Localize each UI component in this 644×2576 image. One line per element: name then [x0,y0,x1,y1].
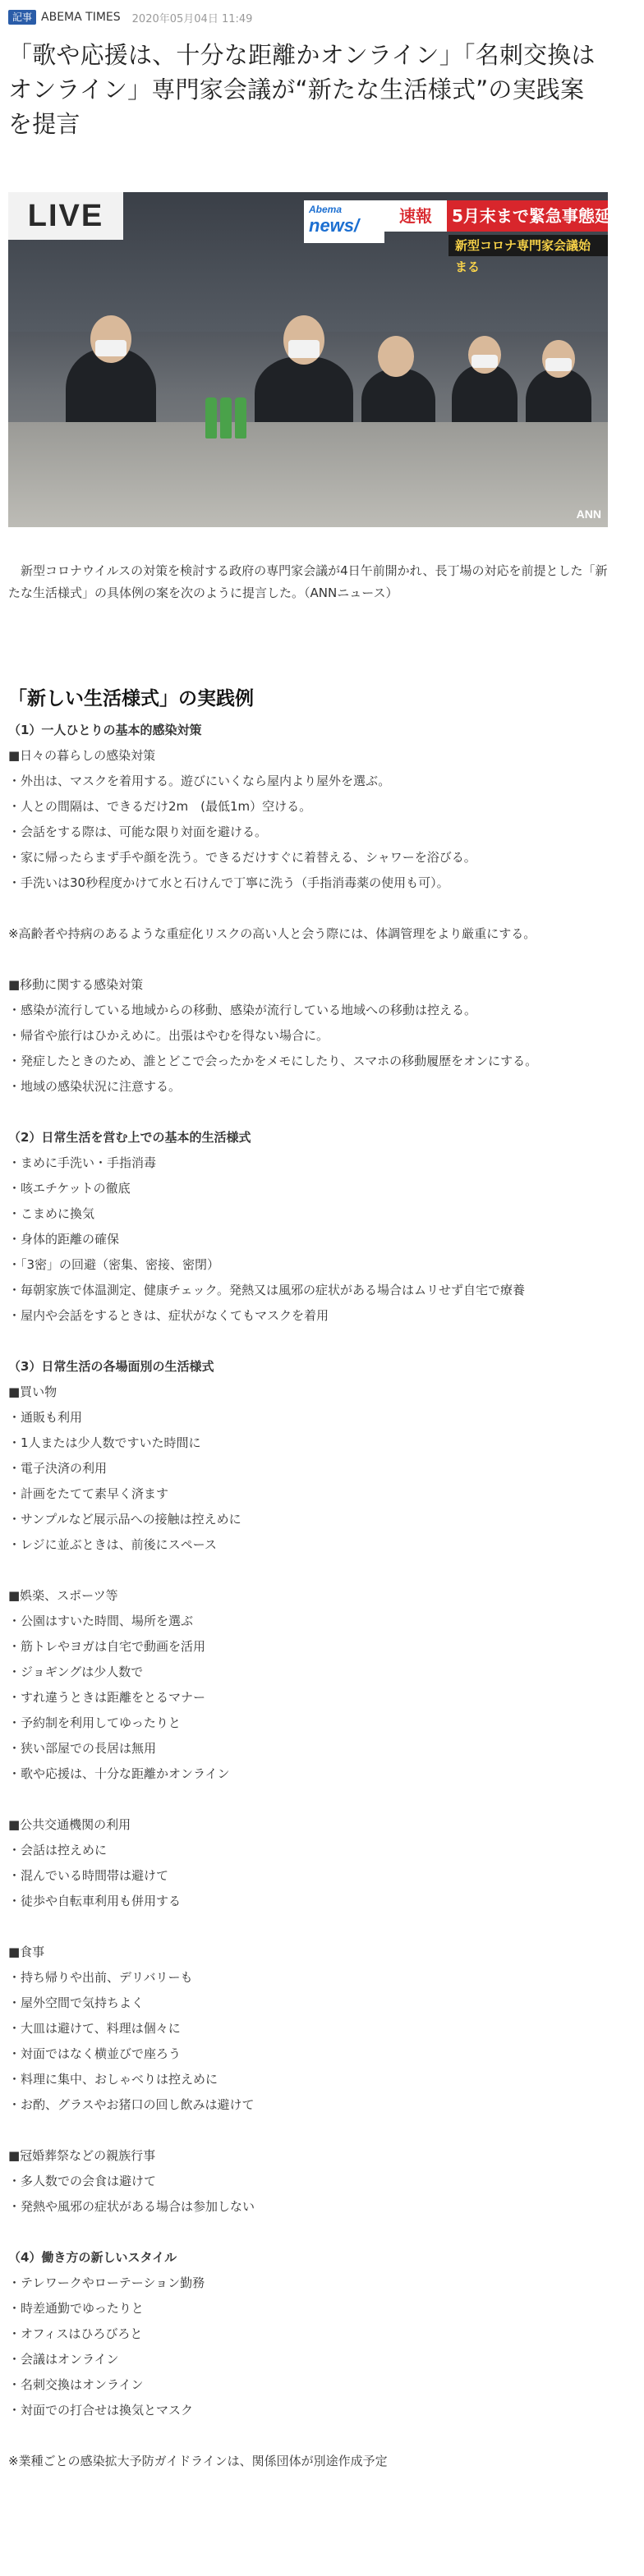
conference-table [8,422,608,527]
body-line: ・身体的距離の確保 [8,1232,120,1247]
body-line: ■移動に関する感染対策 [8,977,144,992]
body-line: ・まめに手洗い・手指消毒 [8,1155,157,1170]
body-line: ・狭い部屋での長居は無用 [8,1741,157,1756]
person-head [378,336,414,377]
article-header [0,0,616,26]
body-line: ・1人または少人数ですいた時間に [8,1435,201,1450]
face-mask [288,340,320,358]
lead-paragraph: 新型コロナウイルスの対策を検討する政府の専門家会議が4日午前開かれ、長丁場の対応を前提とした「新たな生活様式」の具体例の案を次のように提言した。（ANNニュース） [8,563,608,600]
body-line: ・ジョギングは少人数で [8,1665,144,1679]
water-bottle [220,397,232,439]
blank-line [8,2220,608,2245]
banner-headline: 5月末まで緊急事態延長へ [452,206,644,226]
source-name[interactable]: ABEMA TIMES [41,11,121,24]
article-tag: 記事 [8,10,36,25]
blank-line [8,1329,608,1354]
body-line: ・時差通勤でゆったりと [8,2301,144,2316]
body-line: ■食事 [8,1945,45,1959]
body-line: ■公共交通機関の利用 [8,1817,131,1832]
body-line: ■冠婚葬祭などの親族行事 [8,2148,156,2163]
body-line: ・こまめに換気 [8,1206,95,1221]
body-line: ・お酌、グラスやお猪口の回し飲みは避けて [8,2097,255,2112]
body-line: ・公園はすいた時間、場所を選ぶ [8,1614,194,1628]
body-line: ・筋トレやヨガは自宅で動画を活用 [8,1639,206,1654]
live-label: LIVE [8,192,123,240]
face-mask [545,358,572,371]
body-line: ・「3密」の回避（密集、密接、密閉） [8,1257,220,1272]
body-line: ※業種ごとの感染拡大予防ガイドラインは、関係団体が別途作成予定 [8,2454,388,2468]
body-line: （2）日常生活を営む上での基本的生活様式 [8,1130,251,1145]
body-line: ・帰省や旅行はひかえめに。出張はやむを得ない場合に。 [8,1028,329,1043]
body-line: ・外出は、マスクを着用する。遊びにいくなら屋内より屋外を選ぶ。 [8,774,391,788]
body-line: ・手洗いは30秒程度かけて水と石けんで丁寧に洗う（手指消毒薬の使用も可）。 [8,875,449,890]
body-line: ・多人数での会食は避けて [8,2174,157,2188]
body-line: ・レジに並ぶときは、前後にスペース [8,1537,217,1552]
body-line: ・電子決済の利用 [8,1461,108,1476]
water-bottle [235,397,246,439]
blank-line [8,896,608,921]
body-line: （3）日常生活の各場面別の生活様式 [8,1359,214,1374]
body-line: ※高齢者や持病のあるような重症化リスクの高い人と会う際には、体調管理をより厳重にする。 [8,926,536,941]
body-line: ・持ち帰りや出前、デリバリーも [8,1970,193,1985]
body-line: ・会話をする際は、可能な限り対面を避ける。 [8,824,268,839]
body-line: （1）一人ひとりの基本的感染対策 [8,723,202,737]
body-line: ・大皿は避けて、料理は個々に [8,2021,181,2036]
news-logo [304,200,384,243]
body-line: ・家に帰ったらまず手や顔を洗う。できるだけすぐに着替える、シャワーを浴びる。 [8,850,476,865]
water-bottle [205,397,217,439]
body-line: ■娯楽、スポーツ等 [8,1588,118,1603]
body-line: ・混んでいる時間帯は避けて [8,1868,169,1883]
body-line: ・地域の感染状況に注意する。 [8,1079,182,1094]
body-line: ・発熱や風邪の症状がある場合は参加しない [8,2199,255,2214]
body-line: （4）働き方の新しいスタイル [8,2250,177,2265]
body-line: ・対面ではなく横並びで座ろう [8,2046,182,2061]
article-photo [8,192,644,527]
face-mask [472,355,498,368]
face-mask [95,340,126,356]
body-line: ・対面での打合せは換気とマスク [8,2403,194,2418]
blank-line [8,1787,608,1812]
body-line: ・テレワークやローテーション勤務 [8,2275,205,2290]
body-line: ・予約制を利用してゆったりと [8,1715,181,1730]
section-heading: 「新しい生活様式」の実践例 [8,688,254,709]
body-line: ・感染が流行している地域からの移動、感染が流行している地域への移動は控える。 [8,1003,477,1017]
news-logo-main: news/ [309,215,360,236]
body-line: ・発症したときのため、誰とどこで会ったかをメモにしたり、スマホの移動履歴をオンにする。 [8,1054,538,1068]
body-line: ・徒歩や自転車利用も併用する [8,1894,182,1908]
body-line: ・計画をたてて素早く済ます [8,1486,169,1501]
body-line: ・歌や応援は、十分な距離かオンライン [8,1766,230,1781]
blank-line [8,947,608,972]
body-line: ・料理に集中、おしゃべりは控えめに [8,2072,218,2087]
article-title: 「歌や応援は、十分な距離かオンライン」「名刺交換はオンライン」専門家会議が“新たな生活様式”の実践案を提言 [8,41,596,138]
ann-watermark: ANN [576,507,601,521]
publish-datetime: 2020年05月04日 11:49 [131,12,253,25]
body-line: ・屋内や会話をするときは、症状がなくてもマスクを着用 [8,1308,329,1323]
blank-line [8,2118,608,2143]
news-logo-top: Abema [309,204,343,215]
body-line: ・咳エチケットの徹底 [8,1181,131,1196]
body-line: ・オフィスはひろびろと [8,2326,143,2341]
body-line: ・名刺交換はオンライン [8,2377,144,2392]
breaking-label: 速報 [384,200,447,232]
body-line: ・屋外空間で気持ちよく [8,1995,145,2010]
body-line: ■日々の暮らしの感染対策 [8,748,156,763]
blank-line [8,1914,608,1940]
body-line: ■買い物 [8,1384,58,1399]
body-line: ・毎朝家族で体温測定、健康チェック。発熱又は風邪の症状がある場合はムリせず自宅で療養 [8,1283,525,1297]
blank-line [8,1100,608,1125]
body-line: ・人との間隔は、できるだけ2m (最低1m）空ける。 [8,799,312,814]
article-body [8,718,608,2474]
sub-banner: 新型コロナ専門家会議始まる [448,235,608,256]
blank-line [8,1558,608,1583]
body-line: ・通販も利用 [8,1410,83,1425]
body-line: ・会議はオンライン [8,2352,119,2367]
body-line: ・サンプルなど展示品への接触は控えめに [8,1512,242,1527]
body-line: ・すれ違うときは距離をとるマナー [8,1690,206,1705]
blank-line [8,2423,608,2449]
body-line: ・会話は控えめに [8,1843,108,1857]
